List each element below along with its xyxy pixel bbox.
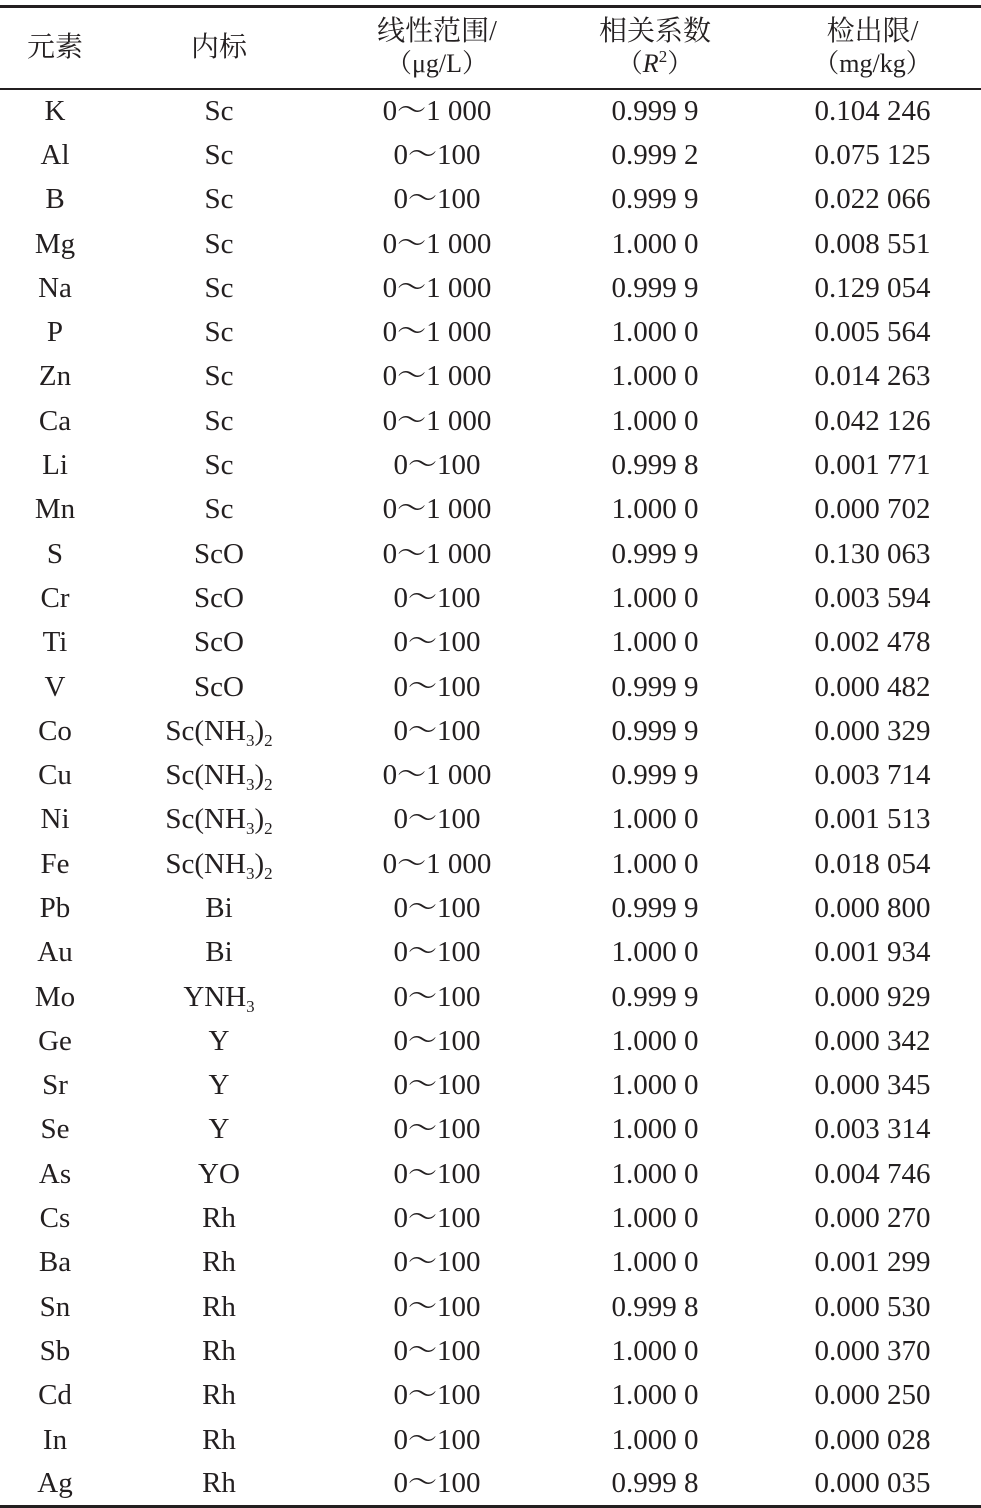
internal-standard-cell: Y xyxy=(208,1069,230,1102)
detection-limit-cell: 0.001 299 xyxy=(814,1246,931,1279)
linear-range-cell: 0～100 xyxy=(393,1157,481,1190)
element-cell: In xyxy=(42,1423,68,1456)
header-linear-range-unit: （μg/L） xyxy=(385,48,489,78)
element-cell: Li xyxy=(42,449,68,482)
table-row xyxy=(0,709,981,753)
correlation-cell: 0.999 8 xyxy=(611,449,699,482)
internal-standard-cell: Sc xyxy=(204,183,234,216)
element-cell: S xyxy=(46,537,64,570)
correlation-cell: 0.999 9 xyxy=(611,183,699,216)
internal-standard-cell: Rh xyxy=(202,1246,236,1279)
internal-standard-cell: Y xyxy=(208,1113,230,1146)
table-row xyxy=(0,1019,981,1063)
element-detection-table xyxy=(0,5,981,1508)
correlation-cell: 0.999 9 xyxy=(611,670,699,703)
detection-limit-cell: 0.000 530 xyxy=(814,1290,931,1323)
table-row xyxy=(0,266,981,310)
correlation-cell: 1.000 0 xyxy=(611,360,699,393)
internal-standard-cell: Sc xyxy=(204,493,234,526)
table-row xyxy=(0,1329,981,1373)
table-row xyxy=(0,930,981,974)
table-row xyxy=(0,1373,981,1417)
header-detection-limit xyxy=(764,7,981,89)
linear-range-cell: 0～1 000 xyxy=(382,95,492,128)
table-row xyxy=(0,531,981,575)
table-row xyxy=(0,1152,981,1196)
header-detection-limit-label: 检出限/ xyxy=(826,15,919,47)
table-row xyxy=(0,974,981,1018)
internal-standard-cell: ScO xyxy=(194,626,244,659)
element-cell: Ti xyxy=(42,626,68,659)
element-cell: Ca xyxy=(38,404,72,437)
linear-range-cell: 0～100 xyxy=(393,1202,481,1235)
internal-standard-cell: Sc xyxy=(204,95,234,128)
header-internal-standard xyxy=(110,7,328,89)
detection-limit-cell: 0.014 263 xyxy=(814,360,931,393)
linear-range-cell: 0～100 xyxy=(393,1246,481,1279)
correlation-cell: 1.000 0 xyxy=(611,1024,699,1057)
table-row xyxy=(0,1285,981,1329)
internal-standard-cell: ScO xyxy=(194,581,244,614)
linear-range-cell: 0～1 000 xyxy=(382,360,492,393)
element-cell: Cr xyxy=(40,581,70,614)
correlation-cell: 0.999 9 xyxy=(611,980,699,1013)
detection-limit-cell: 0.008 551 xyxy=(814,227,931,260)
correlation-cell: 1.000 0 xyxy=(611,847,699,880)
internal-standard-cell: Sc xyxy=(204,449,234,482)
linear-range-cell: 0～1 000 xyxy=(382,316,492,349)
detection-limit-cell: 0.000 800 xyxy=(814,891,931,924)
detection-limit-cell: 0.001 934 xyxy=(814,936,931,969)
table-row xyxy=(0,1196,981,1240)
detection-limit-cell: 0.001 513 xyxy=(814,803,931,836)
linear-range-cell: 0～100 xyxy=(393,670,481,703)
correlation-cell: 1.000 0 xyxy=(611,803,699,836)
internal-standard-cell: Y xyxy=(208,1024,230,1057)
element-cell: As xyxy=(38,1157,72,1190)
detection-limit-cell: 0.000 329 xyxy=(814,714,931,747)
element-cell: V xyxy=(44,670,66,703)
element-cell: Co xyxy=(38,714,72,747)
correlation-cell: 1.000 0 xyxy=(611,404,699,437)
element-cell: Mn xyxy=(34,493,76,526)
linear-range-cell: 0～100 xyxy=(393,980,481,1013)
linear-range-cell: 0～1 000 xyxy=(382,404,492,437)
correlation-cell: 1.000 0 xyxy=(611,1423,699,1456)
element-cell: Ge xyxy=(38,1024,72,1057)
table-row xyxy=(0,886,981,930)
table-row xyxy=(0,576,981,620)
table-row xyxy=(0,399,981,443)
correlation-cell: 0.999 9 xyxy=(611,537,699,570)
linear-range-cell: 0～100 xyxy=(393,449,481,482)
linear-range-cell: 0～100 xyxy=(393,138,481,171)
table-row xyxy=(0,1107,981,1151)
element-cell: Ba xyxy=(38,1246,72,1279)
table-row xyxy=(0,620,981,664)
linear-range-cell: 0～100 xyxy=(393,1069,481,1102)
internal-standard-cell: Rh xyxy=(202,1334,236,1367)
correlation-cell: 1.000 0 xyxy=(611,1157,699,1190)
table-row xyxy=(0,133,981,177)
linear-range-cell: 0～100 xyxy=(328,1462,546,1506)
linear-range-cell: 0～100 xyxy=(393,1423,481,1456)
header-internal-standard-label: 内标 xyxy=(190,31,247,63)
correlation-cell: 1.000 0 xyxy=(611,493,699,526)
internal-standard-cell: ScO xyxy=(194,670,244,703)
correlation-cell: 0.999 9 xyxy=(611,95,699,128)
linear-range-cell: 0～1 000 xyxy=(382,271,492,304)
header-element xyxy=(0,7,110,89)
correlation-cell: 0.999 8 xyxy=(611,1290,699,1323)
detection-limit-cell: 0.002 478 xyxy=(814,626,931,659)
internal-standard-cell: Rh xyxy=(202,1423,236,1456)
linear-range-cell: 0～1 000 xyxy=(382,537,492,570)
table-row xyxy=(0,1417,981,1461)
table-row xyxy=(0,842,981,886)
internal-standard-cell: Sc xyxy=(204,316,234,349)
internal-standard-cell: ScO xyxy=(194,537,244,570)
element-cell: P xyxy=(46,316,64,349)
table-row xyxy=(0,1063,981,1107)
header-correlation-symbol: $(R^2)$ xyxy=(616,46,694,78)
element-cell: Se xyxy=(40,1113,70,1146)
table-row xyxy=(0,1240,981,1284)
table-row xyxy=(0,664,981,708)
internal-standard-cell: Sc xyxy=(204,404,234,437)
detection-limit-cell: 0.000 370 xyxy=(814,1334,931,1367)
detection-limit-cell: 0.003 714 xyxy=(814,759,931,792)
element-cell: Mo xyxy=(34,980,76,1013)
detection-limit-cell: 0.000 929 xyxy=(814,980,931,1013)
table-row xyxy=(0,354,981,398)
table-row xyxy=(0,177,981,221)
detection-limit-cell: 0.000 250 xyxy=(814,1379,931,1412)
detection-limit-cell: 0.000 035 xyxy=(764,1462,981,1506)
element-cell: Ni xyxy=(40,803,70,836)
element-cell: B xyxy=(45,183,65,216)
correlation-cell: 1.000 0 xyxy=(611,1069,699,1102)
linear-range-cell: 0～100 xyxy=(393,1334,481,1367)
detection-limit-cell: 0.104 246 xyxy=(814,95,931,128)
internal-standard-cell: Sc xyxy=(204,227,234,260)
correlation-cell: 0.999 9 xyxy=(611,759,699,792)
header-correlation xyxy=(546,7,764,89)
table-row xyxy=(0,443,981,487)
linear-range-cell: 0～100 xyxy=(393,1113,481,1146)
element-cell: Mg xyxy=(34,227,76,260)
detection-limit-cell: 0.001 771 xyxy=(814,449,931,482)
correlation-cell: 1.000 0 xyxy=(611,1113,699,1146)
element-cell: Zn xyxy=(38,360,72,393)
linear-range-cell: 0～100 xyxy=(393,891,481,924)
detection-limit-cell: 0.003 314 xyxy=(814,1113,931,1146)
internal-standard-cell: Sc xyxy=(204,271,234,304)
internal-standard-cell: $Sc(NH_3)_2$ xyxy=(165,803,273,839)
detection-limit-cell: 0.042 126 xyxy=(814,404,931,437)
table-row xyxy=(0,753,981,797)
correlation-cell: 1.000 0 xyxy=(611,1379,699,1412)
linear-range-cell: 0～100 xyxy=(393,626,481,659)
linear-range-cell: 0～1 000 xyxy=(382,493,492,526)
element-cell: Cd xyxy=(38,1379,72,1412)
correlation-cell: 0.999 2 xyxy=(611,138,699,171)
element-cell: Sr xyxy=(42,1069,68,1102)
linear-range-cell: 0～100 xyxy=(393,1024,481,1057)
correlation-cell: 1.000 0 xyxy=(611,581,699,614)
linear-range-cell: 0～1 000 xyxy=(382,227,492,260)
element-cell: K xyxy=(44,95,66,128)
detection-limit-cell: 0.000 028 xyxy=(814,1423,931,1456)
detection-limit-cell: 0.000 702 xyxy=(814,493,931,526)
detection-limit-cell: 0.022 066 xyxy=(814,183,931,216)
element-cell: Cs xyxy=(39,1202,71,1235)
linear-range-cell: 0～100 xyxy=(393,183,481,216)
linear-range-cell: 0～100 xyxy=(393,1290,481,1323)
internal-standard-cell: YO xyxy=(198,1157,240,1190)
table-row xyxy=(0,89,981,133)
correlation-cell: 1.000 0 xyxy=(611,626,699,659)
correlation-cell: 1.000 0 xyxy=(611,1202,699,1235)
internal-standard-cell: Rh xyxy=(202,1202,236,1235)
table-header xyxy=(0,7,981,89)
correlation-cell: 1.000 0 xyxy=(611,316,699,349)
table-row xyxy=(0,1462,981,1506)
detection-limit-cell: 0.004 746 xyxy=(814,1157,931,1190)
internal-standard-cell: $Sc(NH_3)_2$ xyxy=(165,714,273,750)
correlation-cell: 1.000 0 xyxy=(611,936,699,969)
element-cell: Sb xyxy=(39,1334,71,1367)
internal-standard-cell: Rh xyxy=(202,1379,236,1412)
linear-range-cell: 0～100 xyxy=(393,1379,481,1412)
correlation-cell: 0.999 8 xyxy=(546,1462,764,1506)
internal-standard-cell: $Sc(NH_3)_2$ xyxy=(165,759,273,795)
header-linear-range-label: 线性范围/ xyxy=(377,15,497,47)
element-cell: Ag xyxy=(0,1462,110,1506)
linear-range-cell: 0～1 000 xyxy=(382,847,492,880)
linear-range-cell: 0～100 xyxy=(393,803,481,836)
internal-standard-cell: Rh xyxy=(202,1290,236,1323)
detection-limit-cell: 0.129 054 xyxy=(814,271,931,304)
detection-limit-cell: 0.000 270 xyxy=(814,1202,931,1235)
element-cell: Pb xyxy=(39,891,71,924)
internal-standard-cell: $Sc(NH_3)_2$ xyxy=(165,847,273,883)
internal-standard-cell: Bi xyxy=(205,936,233,969)
correlation-cell: 1.000 0 xyxy=(611,1334,699,1367)
detection-limit-cell: 0.130 063 xyxy=(814,537,931,570)
element-cell: Fe xyxy=(40,847,70,880)
header-correlation-label: 相关系数 xyxy=(598,15,711,47)
internal-standard-cell: $YNH_3$ xyxy=(183,980,255,1016)
element-cell: Al xyxy=(40,138,70,171)
linear-range-cell: 0～100 xyxy=(393,581,481,614)
internal-standard-cell: Rh xyxy=(110,1462,328,1506)
linear-range-cell: 0～100 xyxy=(393,936,481,969)
header-element-label: 元素 xyxy=(26,31,83,63)
correlation-cell: 0.999 9 xyxy=(611,891,699,924)
detection-limit-cell: 0.000 342 xyxy=(814,1024,931,1057)
table-body xyxy=(0,89,981,1507)
element-cell: Cu xyxy=(38,759,72,792)
header-detection-limit-unit: （mg/kg） xyxy=(813,48,932,78)
element-cell: Na xyxy=(38,271,72,304)
linear-range-cell: 0～1 000 xyxy=(382,759,492,792)
correlation-cell: 0.999 9 xyxy=(611,271,699,304)
table-row xyxy=(0,310,981,354)
header-linear-range xyxy=(328,7,546,89)
element-cell: Au xyxy=(37,936,73,969)
detection-limit-cell: 0.005 564 xyxy=(814,316,931,349)
detection-limit-cell: 0.000 482 xyxy=(814,670,931,703)
detection-limit-cell: 0.003 594 xyxy=(814,581,931,614)
detection-limit-cell: 0.000 345 xyxy=(814,1069,931,1102)
detection-limit-cell: 0.075 125 xyxy=(814,138,931,171)
correlation-cell: 0.999 9 xyxy=(611,714,699,747)
table-row xyxy=(0,487,981,531)
internal-standard-cell: Bi xyxy=(205,891,233,924)
internal-standard-cell: Sc xyxy=(204,360,234,393)
header-row xyxy=(0,7,981,89)
element-cell: Sn xyxy=(39,1290,71,1323)
table-row xyxy=(0,797,981,841)
detection-limit-cell: 0.018 054 xyxy=(814,847,931,880)
linear-range-cell: 0～100 xyxy=(393,714,481,747)
correlation-cell: 1.000 0 xyxy=(611,227,699,260)
internal-standard-cell: Sc xyxy=(204,138,234,171)
correlation-cell: 1.000 0 xyxy=(611,1246,699,1279)
table-row xyxy=(0,221,981,265)
